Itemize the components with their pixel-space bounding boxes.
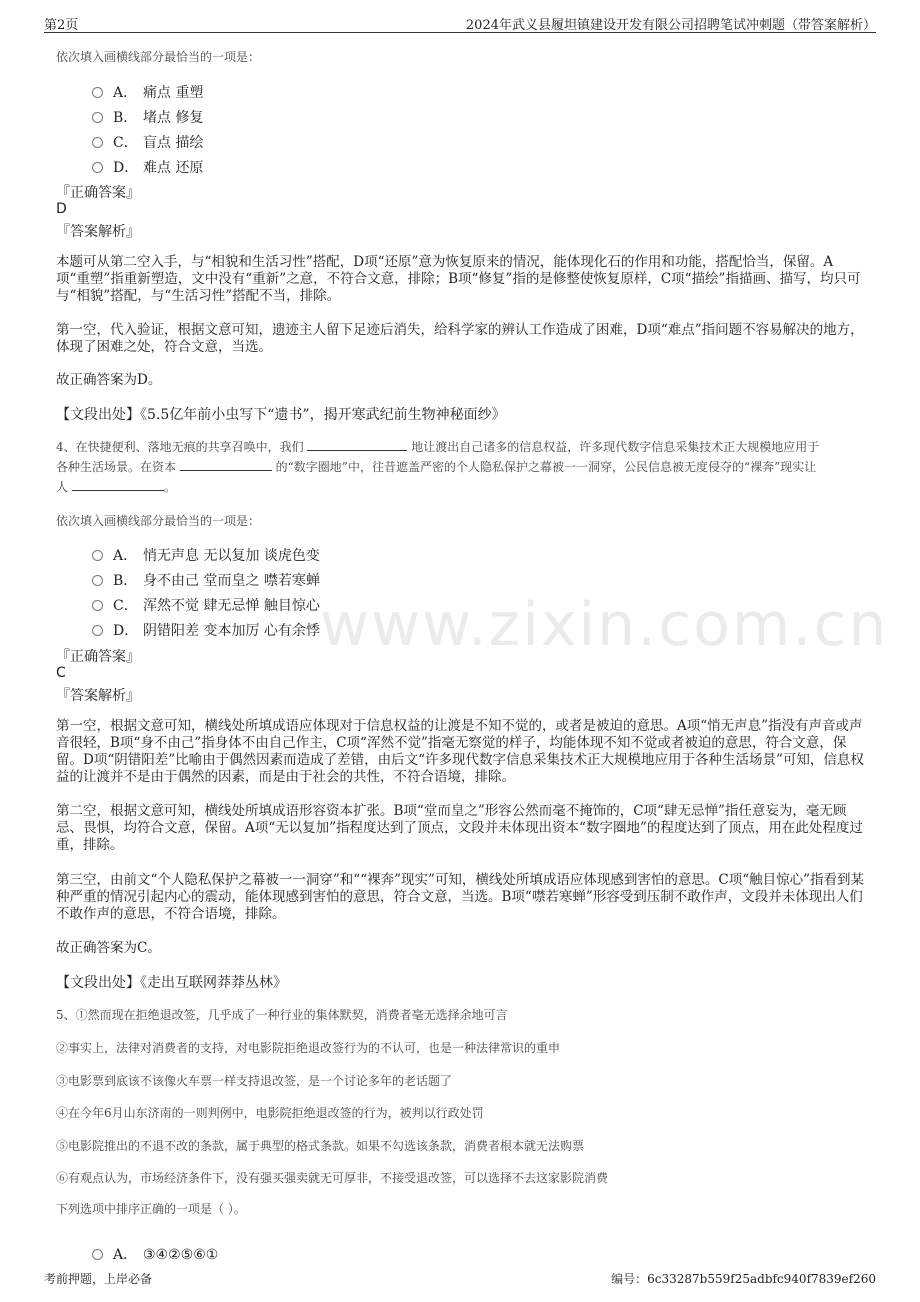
q4-analysis-1: 第一空，根据文意可知，横线处所填成语应体现对于信息权益的让渡是不知不觉的，或者是被迫的意思。A项“悄无声息”指没有声音或声音很轻，B项“身不由己”指身体不由自己作主，C项“浑然不觉”指毫无察觉的样子，均能体现不知不觉或者被迫的意思，符合文意，保留。D项“阴错阳差”比喻由于偶然因素而造成了差错，由后文“许多现代数字信息采集技术正大规模地应用于各种生活场景”可知，信息权益的让渡并不是由于偶然的因素，而是由于社会的共性，不符合语境，排除。: [56, 718, 864, 785]
q3-option-d[interactable]: D． 难点 还原: [92, 157, 203, 177]
q3-source: 【文段出处】《5.5亿年前小虫写下“遗书”，揭开寒武纪前生物神秘面纱》: [56, 407, 506, 423]
radio-icon[interactable]: [92, 112, 103, 123]
footer-slogan: 考前押题，上岸必备: [44, 1272, 153, 1286]
q3-answer: D: [56, 201, 67, 217]
q4-answer-label: 『正确答案』: [56, 649, 140, 665]
q5-item-2: ②事实上，法律对消费者的支持，对电影院拒绝退改签行为的不认可，也是一种法律常识的重申: [56, 1041, 561, 1055]
page-header: [44, 12, 876, 33]
q3-option-b[interactable]: B． 堵点 修复: [92, 107, 203, 127]
q5-item-5: ⑤电影院推出的不退不改的条款，属于典型的格式条款。如果不勾选该条款，消费者根本就无法购票: [56, 1139, 585, 1153]
radio-icon[interactable]: [92, 1249, 103, 1260]
q4-option-a[interactable]: A． 悄无声息 无以复加 谈虎色变: [92, 545, 320, 565]
q3-answer-label: 『正确答案』: [56, 185, 140, 201]
q3-prompt: 依次填入画横线部分最恰当的一项是：: [56, 50, 261, 64]
q4-option-c[interactable]: C． 浑然不觉 肆无忌惮 触目惊心: [92, 595, 320, 615]
radio-icon[interactable]: [92, 550, 103, 561]
q5-item-6: ⑥有观点认为，市场经济条件下，没有强买强卖就无可厚非，不接受退改签，可以选择不去这家影院消费: [56, 1171, 609, 1185]
q5-prompt: 下列选项中排序正确的一项是（ ）。: [56, 1202, 246, 1216]
watermark: www.zixin.com.cn: [320, 590, 889, 660]
q4-stem: 4、在快捷便利、落地无痕的共享召唤中，我们 地让渡出自己诸多的信息权益，许多现代数字信息采集技术正大规模地应用于 各种生活场景。在资本 的“数字圈地”中，往昔遮盖严密的个人隐私保护之幕被一一洞穿，公民信息被无度侵夺的“裸奔”现实让 人 。: [56, 440, 820, 494]
q4-source: 【文段出处】《走出互联网莽莽丛林》: [56, 975, 287, 991]
radio-icon[interactable]: [92, 87, 103, 98]
q3-analysis-1: 本题可从第二空入手，与“相貌和生活习性”搭配，D项“还原”意为恢复原来的情况，能体现化石的作用和功能，搭配恰当，保留。A项“重塑”指重新塑造，文中没有“重新”之意，不符合文意，排除；B项“修复”指的是修整使恢复原样，C项“描绘”指描画、描写，均只可与“相貌”搭配，与“生活习性”搭配不当，排除。: [56, 254, 861, 304]
blank-1[interactable]: [307, 438, 407, 451]
q3-analysis-2: 第一空，代入验证，根据文意可知，遗迹主人留下足迹后消失，给科学家的辨认工作造成了困难，D项“难点”指问题不容易解决的地方，体现了困难之处，符合文意，当选。: [56, 322, 864, 355]
q3-option-c[interactable]: C． 盲点 描绘: [92, 132, 203, 152]
radio-icon[interactable]: [92, 600, 103, 611]
q4-answer: C: [56, 665, 66, 681]
q4-option-d[interactable]: D． 阴错阳差 变本加厉 心有余悸: [92, 620, 320, 640]
q3-analysis-3: 故正确答案为D。: [56, 372, 162, 388]
q3-analysis-label: 『答案解析』: [56, 224, 140, 240]
radio-icon[interactable]: [92, 625, 103, 636]
q5-option-a[interactable]: A． ③④②⑤⑥①: [92, 1244, 218, 1264]
q5-item-1: 5、①然而现在拒绝退改签，几乎成了一种行业的集体默契，消费者毫无选择余地可言: [56, 1008, 508, 1022]
q3-option-a[interactable]: A． 痛点 重塑: [92, 82, 203, 102]
document-id: 编号：6c33287b559f25adbfc940f7839ef260: [611, 1272, 876, 1286]
q4-analysis-4: 故正确答案为C。: [56, 940, 161, 956]
q5-item-3: ③电影票到底该不该像火车票一样支持退改签，是一个讨论多年的老话题了: [56, 1074, 453, 1088]
blank-2[interactable]: [180, 458, 272, 471]
q4-prompt: 依次填入画横线部分最恰当的一项是：: [56, 514, 261, 528]
q5-item-4: ④在今年6月山东济南的一则判例中，电影院拒绝退改签的行为，被判以行政处罚: [56, 1106, 484, 1120]
document-title: 2024年武义县履坦镇建设开发有限公司招聘笔试冲刺题（带答案解析）: [465, 18, 876, 33]
page-number: 第2页: [44, 18, 79, 33]
radio-icon[interactable]: [92, 162, 103, 173]
blank-3[interactable]: [72, 478, 164, 491]
radio-icon[interactable]: [92, 575, 103, 586]
q4-option-b[interactable]: B． 身不由己 堂而皇之 噤若寒蝉: [92, 570, 320, 590]
q4-analysis-label: 『答案解析』: [56, 688, 140, 704]
radio-icon[interactable]: [92, 137, 103, 148]
q4-analysis-2: 第二空，根据文意可知，横线处所填成语形容资本扩张。B项“堂而皇之”形容公然而毫不掩饰的，C项“肆无忌惮”指任意妄为，毫无顾忌、畏惧，均符合文意，保留。A项“无以复加”指程度达到了顶点，文段并未体现出资本“数字圈地”的程度达到了顶点，用在此处程度过重，排除。: [56, 803, 863, 853]
q4-analysis-3: 第三空，由前文“个人隐私保护之幕被一一洞穿”和““裸奔”现实”可知，横线处所填成语应体现感到害怕的意思。C项“触目惊心”指看到某种严重的情况引起内心的震动，能体现感到害怕的意思，符合文意，当选。B项“噤若寒蝉”形容受到压制不敢作声，文段并未体现出人们不敢作声的意思，不符合语境，排除。: [56, 872, 865, 922]
